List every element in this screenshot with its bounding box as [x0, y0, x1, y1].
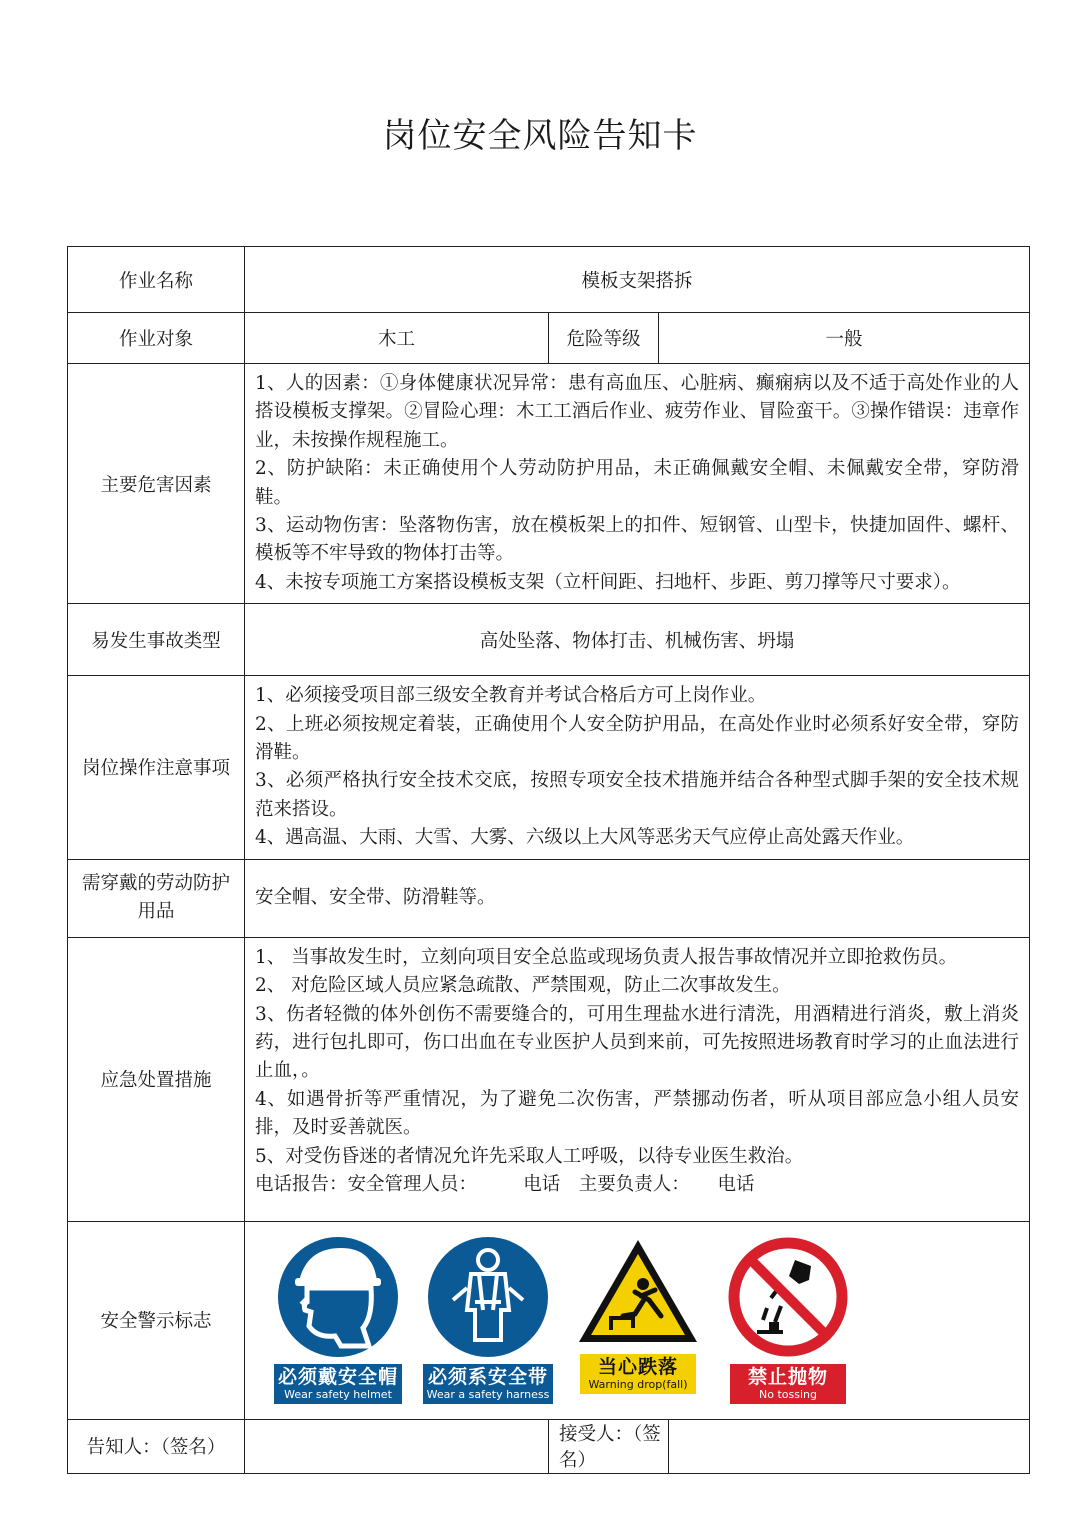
row-signatures: [68, 1419, 1030, 1473]
ppe-label: [68, 859, 245, 937]
sign-en-label: Wear safety helmet: [284, 1388, 392, 1402]
no-tossing-icon: [727, 1236, 849, 1358]
row-job-name: [68, 247, 1030, 313]
row-ppe: [68, 859, 1030, 937]
sign-wear-helmet: [263, 1236, 413, 1404]
accident-types-value: 高处坠落、物体打击、机械伤害、坍塌: [245, 604, 1030, 676]
emergency-line: 5、对受伤昏迷的者情况允许先采取人工呼吸，以待专业医生救治。: [255, 1145, 804, 1167]
phone-report-line: 电话报告：安全管理人员： 电话 主要负责人： 电话: [255, 1173, 755, 1195]
precautions-label: 岗位操作注意事项: [68, 676, 245, 859]
job-name-value: 模板支架搭拆: [245, 247, 1030, 313]
sign-en-label: Wear a safety harness: [426, 1388, 550, 1402]
sign-wear-harness: [413, 1236, 563, 1404]
signs-label: 安全警示标志: [68, 1221, 245, 1419]
emergency-line: 4、如遇骨折等严重情况，为了避免二次伤害，严禁挪动伤者，听从项目部应急小组人员安排，及时妥善就医。: [255, 1088, 1020, 1139]
row-job-object: [68, 313, 1030, 364]
receiver-label: 接受人：（签名）: [549, 1419, 669, 1473]
sign-warning-fall: [563, 1236, 713, 1394]
fall-warning-icon: [575, 1236, 701, 1346]
harness-icon: [427, 1236, 549, 1358]
emergency-line: 2、 对危险区域人员应紧急疏散、严禁围观，防止二次事故发生。: [255, 975, 791, 997]
sign-no-tossing: [713, 1236, 863, 1404]
ppe-value: 安全帽、安全带、防滑鞋等。: [245, 859, 1030, 937]
ppe-label-line2: 用品: [137, 901, 175, 923]
job-name-label: 作业名称: [68, 247, 245, 313]
emergency-label: 应急处置措施: [68, 937, 245, 1221]
hazard-line: 2、防护缺陷：未正确使用个人劳动防护用品，未正确佩戴安全帽、未佩戴安全带，穿防滑鞋。: [255, 458, 1020, 508]
notifier-label: 告知人：（签名）: [68, 1419, 245, 1473]
hazards-label: 主要危害因素: [68, 364, 245, 604]
sign-cn-label: 禁止抛物: [747, 1366, 828, 1389]
helmet-plate: [274, 1364, 402, 1404]
hazard-line: 1、人的因素：①身体健康状况异常：患有高血压、心脏病、癫痫病以及不适于高处作业的人搭设模板支撑架。②冒险心理：木工工酒后作业、疲劳作业、冒险蛮干。③操作错误：违章作业，未按操作规程施工。: [255, 373, 1020, 451]
risk-level-value: 一般: [659, 313, 1030, 364]
emergency-text: [245, 937, 1030, 1221]
sign-cn-label: 必须戴安全帽: [277, 1366, 398, 1389]
notifier-signature-field[interactable]: [245, 1419, 549, 1473]
precautions-text: [245, 676, 1030, 859]
harness-plate: [423, 1364, 554, 1404]
row-signs: [68, 1221, 1030, 1419]
helmet-icon: [277, 1236, 399, 1358]
precaution-line: 4、遇高温、大雨、大雪、大雾、六级以上大风等恶劣天气应停止高处露天作业。: [255, 827, 915, 849]
precaution-line: 2、上班必须按规定着装，正确使用个人安全防护用品，在高处作业时必须系好安全带，穿防滑鞋。: [255, 713, 1020, 764]
page-title: 岗位安全风险告知卡: [382, 116, 698, 156]
row-precautions: [68, 676, 1030, 859]
accident-types-label: 易发生事故类型: [68, 604, 245, 676]
no-tossing-plate: [730, 1364, 846, 1404]
risk-notice-table: [67, 246, 1030, 1474]
fall-plate: [580, 1354, 696, 1394]
sign-en-label: No tossing: [759, 1388, 817, 1402]
receiver-signature-field[interactable]: [669, 1419, 1030, 1473]
sign-cn-label: 当心跌落: [597, 1356, 678, 1379]
row-emergency: [68, 937, 1030, 1221]
row-accident-types: [68, 604, 1030, 676]
hazard-line: 3、运动物伤害：坠落物伤害，放在模板架上的扣件、短钢管、山型卡，快捷加固件、螺杆、模板等不牢导致的物体打击等。: [255, 515, 1020, 565]
emergency-line: 3、伤者轻微的体外创伤不需要缝合的，可用生理盐水进行清洗，用酒精进行消炎，敷上消炎药，进行包扎即可，伤口出血在专业医护人员到来前，可先按照进场教育时学习的止血法进行止血，。: [255, 1003, 1020, 1082]
sign-en-label: Warning drop(fall): [588, 1378, 688, 1392]
risk-level-label: 危险等级: [549, 313, 659, 364]
hazard-line: 4、未按专项施工方案搭设模板支架（立杆间距、扫地杆、步距、剪刀撑等尺寸要求）。: [255, 571, 961, 593]
row-hazards: [68, 364, 1030, 604]
job-object-value: 木工: [245, 313, 549, 364]
signs-area: [245, 1221, 1030, 1419]
sign-cn-label: 必须系安全带: [427, 1366, 548, 1389]
job-object-label: 作业对象: [68, 313, 245, 364]
ppe-label-line1: 需穿戴的劳动防护: [81, 873, 230, 895]
emergency-line: 1、 当事故发生时，立刻向项目安全总监或现场负责人报告事故情况并立即抢救伤员。: [255, 946, 958, 968]
hazards-text: [245, 364, 1030, 604]
precaution-line: 1、必须接受项目部三级安全教育并考试合格后方可上岗作业。: [255, 685, 767, 707]
precaution-line: 3、必须严格执行安全技术交底，按照专项安全技术措施并结合各种型式脚手架的安全技术规范来搭设。: [255, 770, 1020, 820]
